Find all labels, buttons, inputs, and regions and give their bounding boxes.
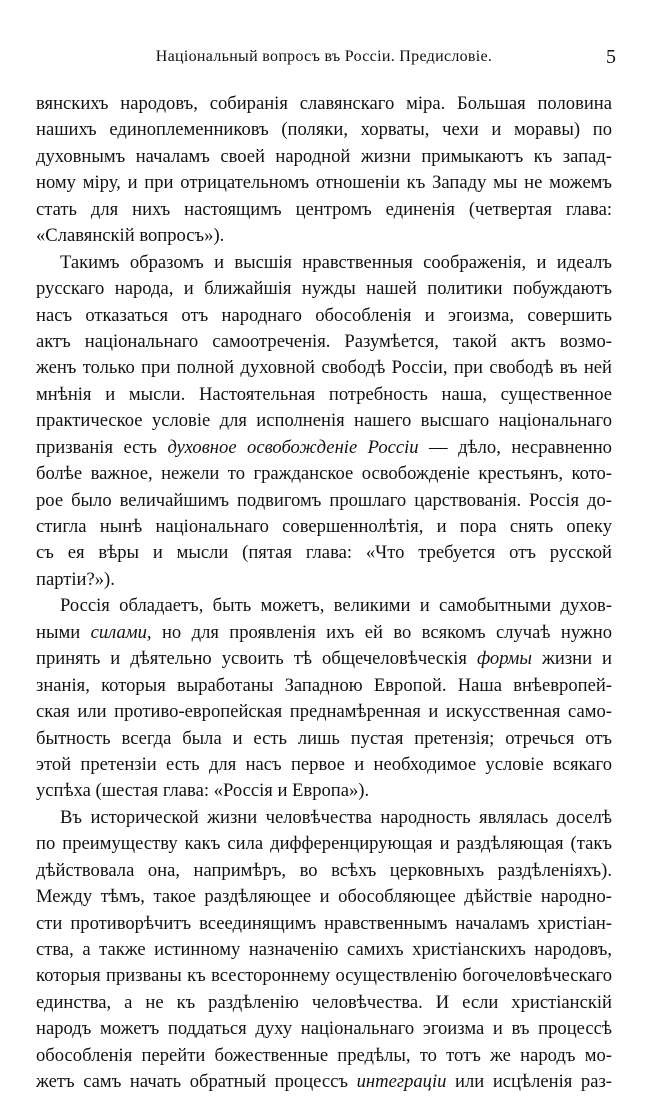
text-line <box>36 1043 612 1069</box>
text-run: Въ исторической жизни человѣчества народность являлась доселѣ <box>60 806 612 828</box>
text-line <box>36 778 612 804</box>
text-line <box>36 488 612 514</box>
text-line <box>36 435 612 461</box>
text-line <box>36 699 612 725</box>
text-line <box>36 858 612 884</box>
text-run: Такимъ образомъ и высшія нравственныя соображенія, и идеалъ <box>60 251 612 273</box>
running-title: Національный вопросъ въ Россіи. Предисловіе. <box>155 48 493 65</box>
text-run: сти противорѣчитъ всеединящимъ нравственнымъ началамъ христіан- <box>36 912 612 934</box>
text-run: народъ можетъ поддаться духу національнаго эгоизма и въ процессѣ <box>36 1018 612 1040</box>
text-line <box>36 461 612 487</box>
italic-emphasis: интеграціи <box>356 1071 447 1093</box>
text-line <box>36 567 612 593</box>
text-run: дѣйствовала она, напримѣръ, во всѣхъ церковныхъ раздѣленіяхъ). <box>36 859 612 881</box>
running-header <box>36 44 616 70</box>
text-run: стать для нихъ настоящимъ центромъ единенія (четвертая глава: <box>36 198 612 220</box>
text-run: стигла нынѣ національнаго совершеннолѣтія, и пора снять опеку <box>36 516 612 537</box>
text-line <box>36 805 612 831</box>
text-line <box>36 91 612 117</box>
text-line <box>36 884 612 910</box>
text-run: насъ отказаться отъ народнаго обособленія и эгоизма, совершить <box>36 304 612 326</box>
text-run: принять и дѣятельно усвоить тѣ общечеловѣческія <box>36 648 477 670</box>
text-run: ному міру, и при отрицательномъ отношеніи къ Западу мы не можемъ <box>36 172 612 194</box>
text-run: нашихъ единоплеменниковъ (поляки, хорваты, чехи и моравы) по <box>36 119 612 141</box>
italic-emphasis: духовное освобожденіе Россіи <box>167 436 419 458</box>
text-line <box>36 911 612 937</box>
text-run: жетъ самъ начать обратный процессъ <box>36 1071 357 1093</box>
text-line <box>36 170 612 196</box>
text-line <box>36 990 612 1016</box>
italic-emphasis: формы <box>476 648 533 670</box>
text-line <box>36 726 612 752</box>
text-line <box>36 540 612 566</box>
text-line <box>36 831 612 857</box>
text-line <box>36 1016 612 1042</box>
text-run: мнѣнія и мысли. Настоятельная потребность наша, существенное <box>36 383 612 405</box>
text-run: практическое условіе для исполненія нашего высшаго національнаго <box>36 410 612 432</box>
text-line <box>36 329 612 355</box>
text-run: духовнымъ началамъ своей народной жизни примыкаютъ къ запад- <box>36 145 612 167</box>
text-run: — дѣло, несравненно <box>418 436 612 458</box>
text-line <box>36 223 612 249</box>
text-line <box>36 593 612 619</box>
text-run: ства, а также истинному назначенію самихъ христіанскихъ народовъ, <box>36 939 612 960</box>
text-run: по преимуществу какъ сила дифференцирующая и раздѣляющая (такъ <box>36 833 612 855</box>
text-line <box>36 117 612 143</box>
text-line <box>36 1069 612 1095</box>
text-line <box>36 620 612 646</box>
text-line <box>36 963 612 989</box>
text-run: Между тѣмъ, такое раздѣляющее и обособляющее дѣйствіе народно- <box>36 886 612 908</box>
text-line <box>36 514 612 540</box>
text-run: или исцѣленія раз- <box>446 1071 612 1093</box>
text-run: этой претензіи есть для насъ первое и необходимое условіе всякаго <box>36 753 612 775</box>
text-line <box>36 276 612 302</box>
text-run: обособленія перейти божественные предѣлы, то тотъ же народъ мо- <box>36 1044 612 1066</box>
text-line <box>36 144 612 170</box>
text-line <box>36 382 612 408</box>
text-run: бытность всегда была и есть лишь пустая претензія; отречься отъ <box>36 727 612 749</box>
text-run: ская или противо-европейская преднамѣренная и искусственная само- <box>36 701 612 723</box>
text-line <box>36 408 612 434</box>
text-run: призванія есть <box>36 436 168 458</box>
text-line <box>36 673 612 699</box>
text-run: Россія обладаетъ, быть можетъ, великими и самобытными духов- <box>60 595 612 617</box>
text-run: успѣха (шестая глава: «Россія и Европа»). <box>36 780 370 802</box>
text-run: жизни и <box>532 648 612 670</box>
text-line <box>36 646 612 672</box>
text-line <box>36 250 612 276</box>
text-run: женъ только при полной духовной свободѣ Россіи, при свободѣ въ ней <box>36 357 612 379</box>
text-run: вянскихъ народовъ, собиранія славянскаго міра. Большая половина <box>36 93 612 114</box>
text-line <box>36 197 612 223</box>
text-run: единства, а не къ раздѣленію человѣчества. И если христіанскій <box>36 991 612 1013</box>
text-run: рое было величайшимъ подвигомъ прошлаго царствованія. Россія до- <box>36 489 612 511</box>
text-run: болѣе важное, нежели то гражданское освобожденіе крестьянъ, кото- <box>36 463 612 485</box>
text-line <box>36 303 612 329</box>
text-line <box>36 937 612 963</box>
page-body-text <box>36 91 612 1096</box>
italic-emphasis: силами, <box>90 621 152 643</box>
text-run: партіи?»). <box>36 568 115 590</box>
text-run: ными <box>36 621 91 643</box>
text-line <box>36 752 612 778</box>
page-number: 5 <box>606 46 616 68</box>
text-run: актъ національнаго самоотреченія. Разумѣется, такой актъ возмо- <box>36 330 612 352</box>
text-line <box>36 355 612 381</box>
text-run: которыя призваны къ всестороннему осуществленію богочеловѣческаго <box>36 965 612 987</box>
text-run: русскаго народа, и ближайшія нужды нашей политики побуждаютъ <box>36 278 612 300</box>
text-run: съ ея вѣры и мысли (пятая глава: «Что требуется отъ русской <box>36 542 612 564</box>
text-run: но для проявленія ихъ ей во всякомъ случаѣ нужно <box>151 621 612 643</box>
text-run: знанія, которыя выработаны Западною Европой. Наша внѣевропей- <box>36 674 612 696</box>
text-run: «Славянскій вопросъ»). <box>36 225 225 247</box>
